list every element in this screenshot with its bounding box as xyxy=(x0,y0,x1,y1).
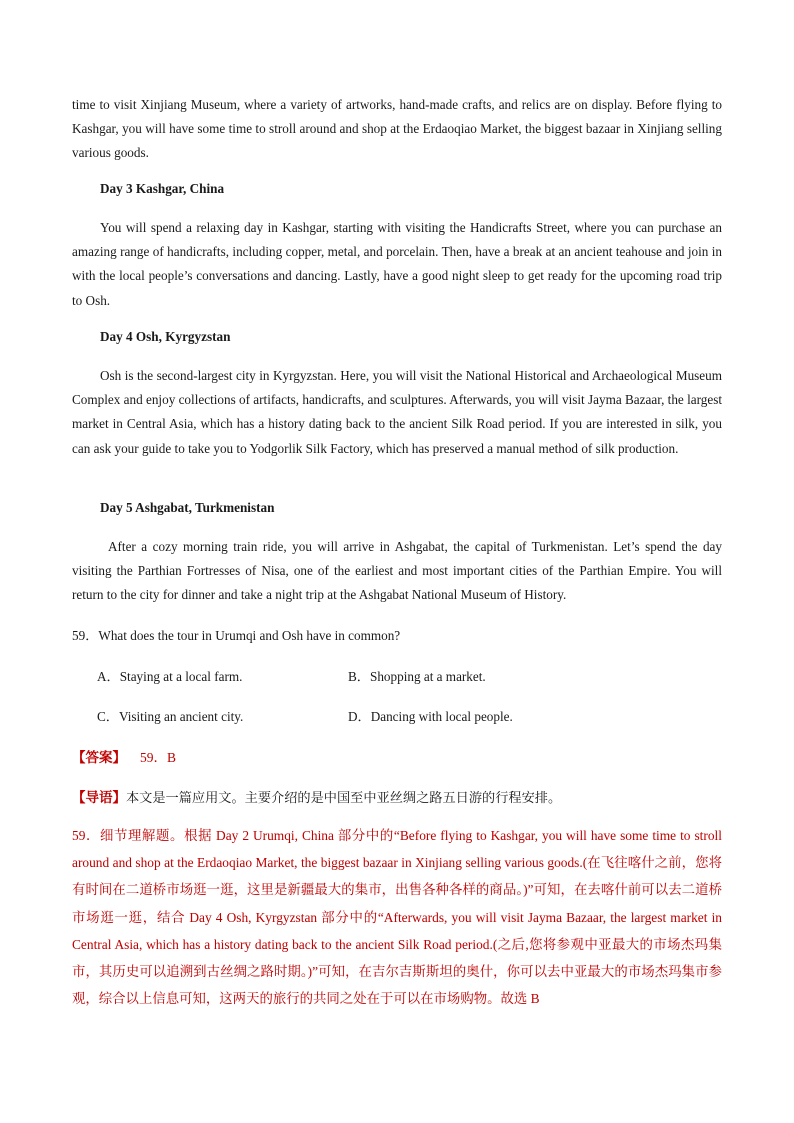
option-a: A．Staying at a local farm. xyxy=(97,669,243,684)
guide-line xyxy=(72,786,561,806)
day5-heading: Day 5 Ashgabat, Turkmenistan xyxy=(100,500,275,515)
intro-paragraph: time to visit Xinjiang Museum, where a variety of artworks, hand-made crafts, and relics are on display. Before flying to Kashgar, you will have some time to stroll around and shop at the Erdaoqiao Market, the biggest bazaar in Xinjiang selling various goods. xyxy=(72,97,722,161)
guide-text: 本文是一篇应用文。主要介绍的是中国至中亚丝绸之路五日游的行程安排。 xyxy=(126,791,562,806)
analysis-paragraph: 59．细节理解题。根据 Day 2 Urumqi, China 部分中的“Before flying to Kashgar, you will have some time to stroll around and shop at the Erdaoqiao Market, the biggest bazaar in Xinjiang selling various goods.(在飞往喀什之前，您将有时间在二道桥市场逛一逛，这里是新疆最大的集市，出售各种各样的商品。)”可知，在去喀什前可以去二道桥市场逛一逛，结合 Day 4 Osh, Kyrgyzstan 部分中的“Afterwards, you will visit Jayma Bazaar, the largest market in Central Asia, which has a history dating back to the ancient Silk Road period.(之后,您将参观中亚最大的市场杰玛集市，其历史可以追溯到古丝绸之路时期。)”可知，在吉尔吉斯斯坦的奥什，你可以去中亚最大的市场杰玛集市参观，综合以上信息可知，这两天的旅行的共同之处在于可以在市场购物。故选 B xyxy=(72,828,722,1007)
answer-value: 59．B xyxy=(140,750,177,765)
option-c: C．Visiting an ancient city. xyxy=(97,709,244,724)
option-b: B．Shopping at a market. xyxy=(348,669,486,684)
option-d: D．Dancing with local people. xyxy=(348,709,513,724)
guide-tag: 【导语】 xyxy=(72,790,126,805)
day4-paragraph: Osh is the second-largest city in Kyrgyzstan. Here, you will visit the National Historical and Archaeological Museum Complex and enjoy collections of artifacts, handicrafts, and sculptures. Afterwards, you will visit Jayma Bazaar, the largest market in Central Asia, which has a history dating back to the ancient Silk Road period. If you are interested in silk, you can ask your guide to take you to Yodgorlik Silk Factory, which has preserved a manual method of silk production. xyxy=(72,368,722,456)
day4-heading: Day 4 Osh, Kyrgyzstan xyxy=(100,329,231,344)
day3-heading: Day 3 Kashgar, China xyxy=(100,181,225,196)
answer-line xyxy=(72,746,176,766)
answer-tag: 【答案】 xyxy=(72,750,126,765)
question-stem: 59．What does the tour in Urumqi and Osh have in common? xyxy=(72,628,401,643)
day3-paragraph: You will spend a relaxing day in Kashgar, starting with visiting the Handicrafts Street, where you can purchase an amazing range of handicrafts, including copper, metal, and porcelain. Then, have a break at an ancient teahouse and join in with the local people’s conversations and dancing. Lastly, have a good night sleep to get ready for the upcoming road trip to Osh. xyxy=(72,220,722,308)
day5-paragraph: After a cozy morning train ride, you will arrive in Ashgabat, the capital of Turkmenistan. Let’s spend the day visiting the Parthian Fortresses of Nisa, one of the earliest and most important cities of the Parthian Empire. You will return to the city for dinner and take a night trip at the Ashgabat National Museum of History. xyxy=(72,539,722,603)
